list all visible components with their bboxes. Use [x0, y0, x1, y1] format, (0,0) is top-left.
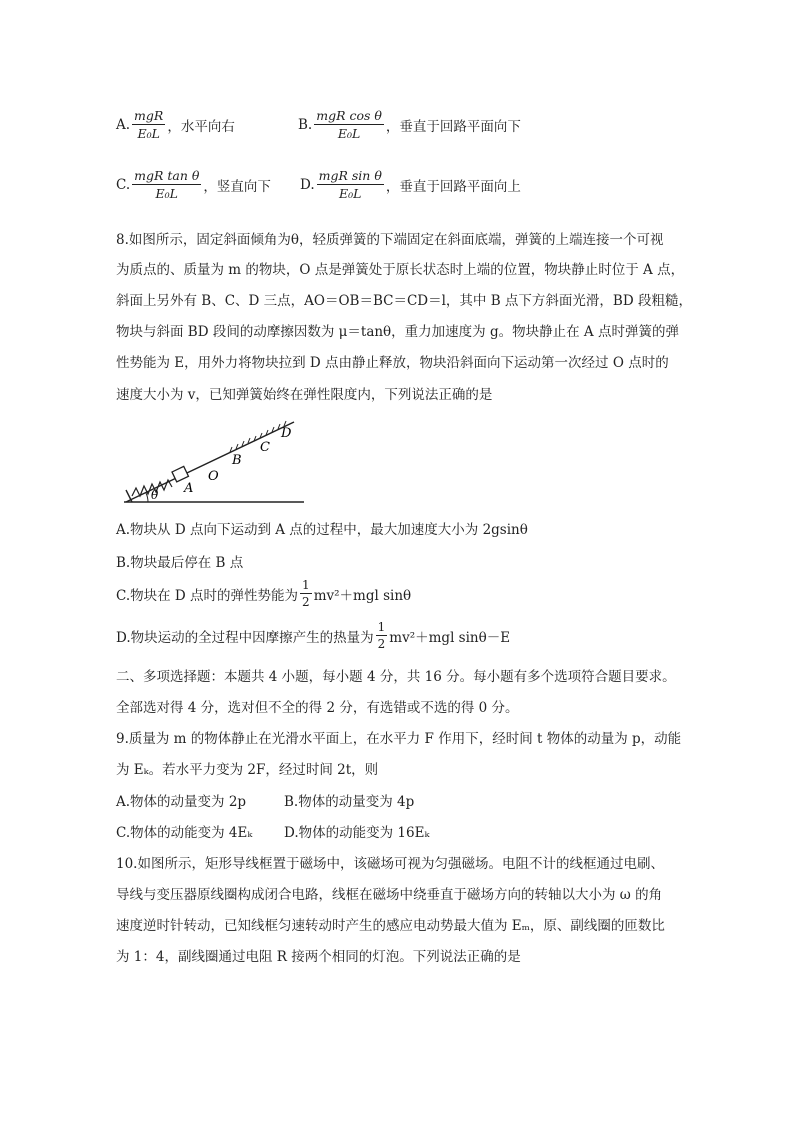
q10-line-1: 10.如图所示，矩形导线框置于磁场中，该磁场可视为匀强磁场。电阻不计的线框通过电刷、 [116, 856, 664, 872]
half-fraction: $\frac{1}{2}$ [377, 620, 386, 651]
q8-option-a: A.物块从 D 点向下运动到 A 点的过程中，最大加速度大小为 2gsinθ [116, 522, 528, 538]
point-d-label: D [281, 426, 292, 441]
q8-line-2: 为质点的、质量为 m 的物块，O 点是弹簧处于原长状态时上端的位置，物块静止时位于 A 点， [116, 262, 685, 278]
point-a-label: A [184, 481, 194, 496]
q8-option-d: D.物块运动的全过程中因摩擦产生的热量为 $\frac{1}{2}$ mv²＋mgl sinθ－E [116, 620, 511, 651]
q10-line-2: 导线与变压器原线圈构成闭合电路，线框在磁场中绕垂直于磁场方向的转轴以大小为 ω 的角 [116, 887, 663, 903]
q10-line-4: 为 1：4，副线圈通过电阻 R 接两个相同的灯泡。下列说法正确的是 [116, 949, 521, 965]
q8-option-c: C.物块在 D 点时的弹性势能为 $\frac{1}{2}$ mv²＋mgl sinθ [116, 578, 412, 609]
section2-line-1: 二、多项选择题：本题共 4 小题，每小题 4 分，共 16 分。每小题有多个选项符合题目要求。 [116, 669, 676, 685]
section2-line-2: 全部选对得 4 分，选对但不全的得 2 分，有选错或不选的得 0 分。 [116, 700, 519, 716]
q10-line-3: 速度逆时针转动，已知线框匀速转动时产生的感应电动势最大值为 Eₘ，原、副线圈的匝数比 [116, 918, 665, 934]
fraction: $\frac{\text{mgR cos θ}}{\text{E₀L}}$ [316, 108, 382, 141]
incline-spring-figure [118, 410, 318, 510]
point-c-label: C [260, 440, 270, 455]
q9-option-b: B.物体的动量变为 4p [284, 794, 415, 810]
half-fraction: $\frac{1}{2}$ [302, 578, 310, 609]
fraction: $\frac{\text{mgR}}{\text{E₀L}}$ [134, 108, 164, 141]
q8-line-4: 物块与斜面 BD 段间的动摩擦因数为 μ＝tanθ，重力加速度为 g。物块静止在 A 点时弹簧的弹 [116, 324, 679, 340]
q9-line-2: 为 Eₖ。若水平力变为 2F，经过时间 2t，则 [116, 762, 379, 778]
fraction: $\frac{\text{mgR sin θ}}{\text{E₀L}}$ [318, 168, 382, 201]
q8-line-1: 8.如图所示，固定斜面倾角为θ，轻质弹簧的下端固定在斜面底端，弹簧的上端连接一个可视 [116, 232, 664, 248]
q8-line-5: 性势能为 E，用外力将物块拉到 D 点由静止释放，物块沿斜面向下运动第一次经过 O 点时的 [116, 355, 669, 371]
q7-option-b: B. $\frac{\text{mgR cos θ}}{\text{E₀L}}$ ，垂直于回路平面向下 [298, 108, 521, 141]
q9-option-c: C.物体的动能变为 4Eₖ [116, 825, 253, 841]
q7-option-c: C. $\frac{\text{mgR tan θ}}{\text{E₀L}}$ ，竖直向下 [116, 168, 271, 201]
fraction: $\frac{\text{mgR tan θ}}{\text{E₀L}}$ [134, 168, 200, 201]
q8-line-6: 速度大小为 v，已知弹簧始终在弹性限度内，下列说法正确的是 [116, 387, 493, 403]
theta-label: θ [151, 488, 159, 502]
q7-option-d: D. $\frac{\text{mgR sin θ}}{\text{E₀L}}$ ，垂直于回路平面向上 [300, 168, 521, 201]
q8-line-3: 斜面上另外有 B、C、D 三点，AO＝OB＝BC＝CD＝l，其中 B 点下方斜面光滑，BD 段粗糙， [116, 293, 692, 309]
point-o-label: O [208, 469, 219, 484]
point-b-label: B [232, 453, 242, 468]
q9-option-d: D.物体的动能变为 16Eₖ [284, 825, 430, 841]
q8-option-b: B.物块最后停在 B 点 [116, 555, 244, 571]
q7-option-a: A. $\frac{\text{mgR}}{\text{E₀L}}$ ，水平向右 [116, 108, 235, 141]
rough-hatch [230, 421, 286, 452]
q9-option-a: A.物体的动量变为 2p [116, 794, 247, 810]
q9-line-1: 9.质量为 m 的物体静止在光滑水平面上，在水平力 F 作用下，经时间 t 物体的动量为 p，动能 [116, 731, 682, 747]
